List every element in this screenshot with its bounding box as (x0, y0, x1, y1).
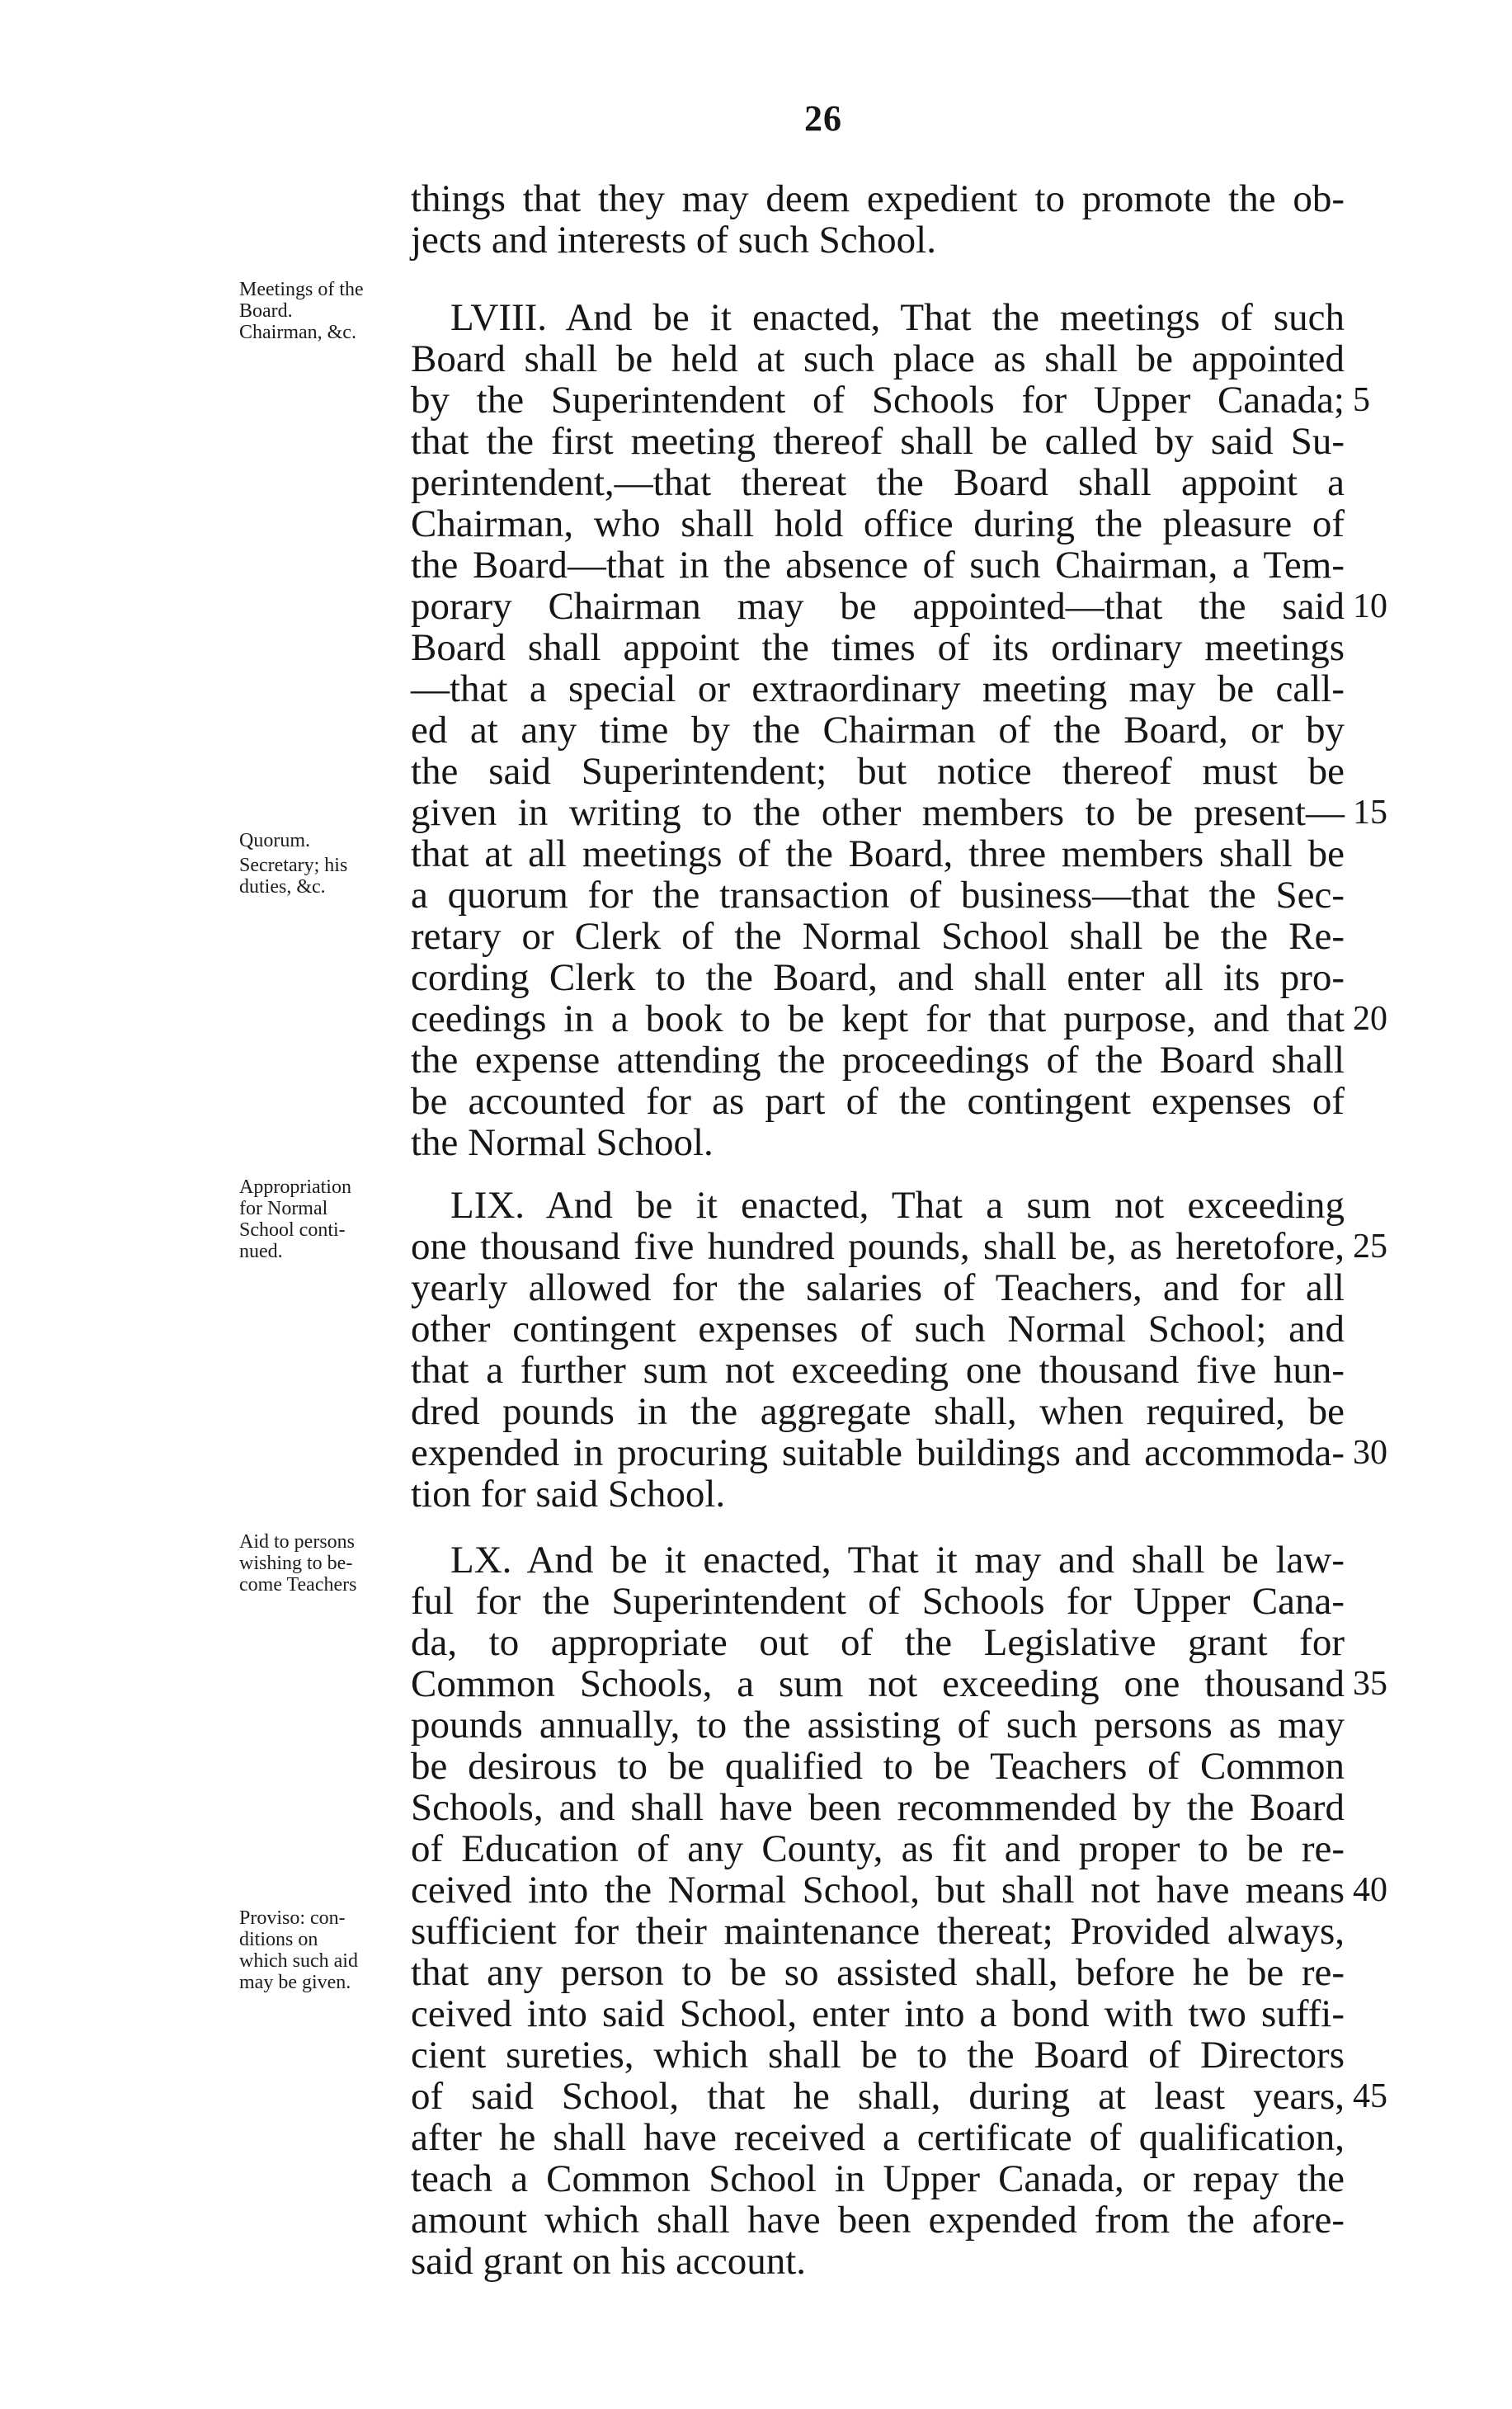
margin-note-proviso (239, 1907, 408, 1993)
line-number: 35 (1353, 1665, 1387, 1703)
text-line: yearly allowed for the salaries of Teachers, and for all (411, 1266, 1345, 1309)
text-line: by the Superintendent of Schools for Upper Canada; (411, 379, 1345, 422)
line-number: 15 (1353, 794, 1387, 832)
text-line: cording Clerk to the Board, and shall enter all its pro- (411, 956, 1345, 999)
margin-note-line: nued. (239, 1241, 283, 1262)
text-line: given in writing to the other members to be present— (411, 791, 1345, 834)
text-line: a quorum for the transaction of business—that the Sec- (411, 874, 1345, 917)
margin-note-aid (239, 1531, 408, 1596)
text-line: one thousand five hundred pounds, shall be, as heretofore, (411, 1225, 1345, 1268)
text-line: ed at any time by the Chairman of the Board, or by (411, 709, 1345, 752)
line-number: 30 (1353, 1434, 1387, 1472)
text-line: expended in procuring suitable buildings and accommoda- (411, 1431, 1345, 1474)
margin-note-line: School conti- (239, 1219, 346, 1241)
margin-note-line: Secretary; his (239, 855, 348, 876)
text-line: dred pounds in the aggregate shall, when required, be (411, 1390, 1345, 1433)
text-line: perintendent,—that thereat the Board shall appoint a (411, 461, 1345, 504)
text-line: other contingent expenses of such Normal School; and (411, 1308, 1345, 1351)
text-line: Common Schools, a sum not exceeding one thousand (411, 1662, 1345, 1705)
text-line: ful for the Superintendent of Schools for Upper Cana- (411, 1580, 1345, 1623)
text-line: said grant on his account. (411, 2240, 807, 2283)
text-line: that any person to be so assisted shall, before he be re- (411, 1951, 1345, 1994)
text-line: sufficient for their maintenance thereat; Provided always, (411, 1910, 1345, 1953)
margin-note-line: may be given. (239, 1972, 351, 1993)
margin-note-line: come Teachers (239, 1574, 357, 1596)
text-line: be accounted for as part of the contingent expenses of (411, 1080, 1345, 1123)
text-line: of Education of any County, as fit and proper to be re- (411, 1827, 1345, 1870)
text-line: the Normal School. (411, 1121, 714, 1164)
text-line: that a further sum not exceeding one thousand five hun- (411, 1349, 1345, 1392)
margin-note-meetings (239, 279, 408, 343)
margin-note-secretary (239, 855, 408, 898)
text-line: Board shall appoint the times of its ordinary meetings (411, 626, 1345, 669)
text-line: jects and interests of such School. (411, 219, 936, 262)
margin-note-line: Meetings of the (239, 279, 364, 300)
text-line: that at all meetings of the Board, three members shall be (411, 832, 1345, 875)
margin-note-line: duties, &c. (239, 876, 326, 898)
text-line: porary Chairman may be appointed—that the said (411, 585, 1345, 628)
margin-note-line: Proviso: con- (239, 1907, 346, 1929)
line-number: 45 (1353, 2077, 1387, 2115)
line-number: 5 (1353, 381, 1370, 419)
text-line: LIX. And be it enacted, That a sum not exceeding (450, 1184, 1345, 1227)
text-line: things that they may deem expedient to promote the ob- (411, 177, 1345, 220)
text-line: Schools, and shall have been recommended by the Board (411, 1786, 1345, 1829)
text-line: ceived into said School, enter into a bond with two suffi- (411, 1992, 1345, 2035)
text-line: Chairman, who shall hold office during the pleasure of (411, 502, 1345, 545)
margin-note-line: Board. (239, 300, 293, 322)
text-line: that the first meeting thereof shall be called by said Su- (411, 420, 1345, 463)
margin-note-line: ditions on (239, 1929, 318, 1950)
text-line: the said Superintendent; but notice thereof must be (411, 750, 1345, 793)
margin-note-line: Appropriation (239, 1176, 351, 1198)
text-line: amount which shall have been expended from the afore- (411, 2199, 1345, 2242)
margin-note-line: which such aid (239, 1950, 358, 1972)
text-line: teach a Common School in Upper Canada, or repay the (411, 2157, 1345, 2200)
text-line: ceedings in a book to be kept for that purpose, and that (411, 997, 1345, 1040)
margin-note-line: for Normal (239, 1198, 328, 1219)
text-line: the expense attending the proceedings of the Board shall (411, 1039, 1345, 1082)
margin-note-line: Chairman, &c. (239, 322, 356, 343)
text-line: after he shall have received a certificate of qualification, (411, 2116, 1345, 2159)
text-line: ceived into the Normal School, but shall not have means (411, 1869, 1345, 1912)
text-line: pounds annually, to the assisting of such persons as may (411, 1704, 1345, 1747)
page-number: 26 (804, 98, 842, 139)
margin-note-line: Aid to persons (239, 1531, 355, 1553)
text-line: Board shall be held at such place as shall be appointed (411, 337, 1345, 380)
line-number: 40 (1353, 1871, 1387, 1909)
text-line: the Board—that in the absence of such Chairman, a Tem- (411, 544, 1345, 587)
line-number: 10 (1353, 587, 1387, 625)
line-number: 25 (1353, 1228, 1387, 1266)
text-line: LX. And be it enacted, That it may and shall be law- (450, 1539, 1345, 1582)
text-line: tion for said School. (411, 1473, 726, 1516)
margin-note-quorum (239, 830, 408, 851)
text-line: of said School, that he shall, during at least years, (411, 2075, 1345, 2118)
text-line: LVIII. And be it enacted, That the meetings of such (450, 296, 1345, 339)
text-line: cient sureties, which shall be to the Board of Directors (411, 2034, 1345, 2077)
margin-note-line: Quorum. (239, 830, 310, 851)
margin-note-line: wishing to be- (239, 1553, 353, 1574)
text-line: da, to appropriate out of the Legislative grant for (411, 1621, 1345, 1664)
text-line: be desirous to be qualified to be Teachers of Common (411, 1745, 1345, 1788)
text-line: retary or Clerk of the Normal School shall be the Re- (411, 915, 1345, 958)
margin-note-appropriation (239, 1176, 408, 1262)
line-number: 20 (1353, 1000, 1387, 1038)
text-line: —that a special or extraordinary meeting may be call- (411, 667, 1345, 710)
